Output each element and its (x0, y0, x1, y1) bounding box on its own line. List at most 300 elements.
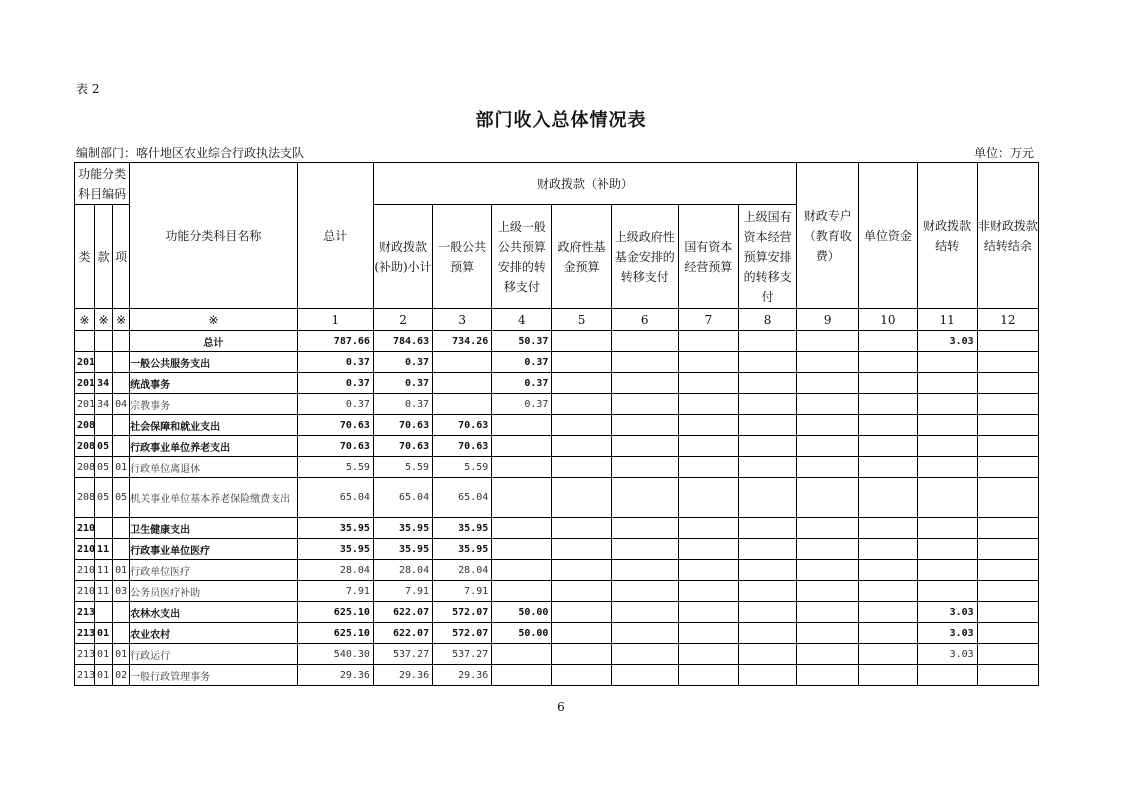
header-xiang: 项 (113, 205, 130, 309)
cell-name: 行政单位离退休 (130, 457, 298, 478)
cell-lei: 210 (75, 560, 95, 581)
cell-kuan: 05 (95, 436, 113, 457)
cell-nonfiscal-carryover (977, 415, 1038, 436)
table-row (75, 665, 1039, 686)
cell-carryover (917, 478, 977, 518)
cell-total: 625.10 (297, 623, 373, 644)
cell-fiscal-special (797, 415, 859, 436)
cell-upper-state-capital (738, 331, 796, 352)
cell-kuan: 11 (95, 581, 113, 602)
cell-fiscal-subtotal: 7.91 (373, 581, 432, 602)
cell-upper-general (492, 560, 552, 581)
table-row (75, 373, 1039, 394)
table-row (75, 518, 1039, 539)
cell-carryover (917, 539, 977, 560)
cell-nonfiscal-carryover (977, 436, 1038, 457)
cell-gov-fund (552, 518, 611, 539)
cell-unit-funds (859, 539, 917, 560)
table-row (75, 478, 1039, 518)
cell-upper-general (492, 644, 552, 665)
cell-state-capital (678, 394, 738, 415)
cell-state-capital (678, 518, 738, 539)
cell-upper-state-capital (738, 665, 796, 686)
cell-fiscal-special (797, 539, 859, 560)
header-func-code: 功能分类科目编码 (75, 163, 130, 205)
column-index-cell: 12 (977, 309, 1038, 331)
cell-gov-fund (552, 415, 611, 436)
header-fiscal-group: 财政拨款（补助） (373, 163, 796, 205)
cell-state-capital (678, 373, 738, 394)
cell-carryover (917, 581, 977, 602)
cell-fiscal-special (797, 602, 859, 623)
cell-xiang (113, 352, 130, 373)
cell-carryover (917, 518, 977, 539)
header-kuan: 款 (95, 205, 113, 309)
cell-upper-gov-fund (611, 665, 678, 686)
cell-gov-fund (552, 539, 611, 560)
cell-total: 5.59 (297, 457, 373, 478)
cell-kuan: 01 (95, 665, 113, 686)
cell-lei: 210 (75, 518, 95, 539)
header-gov-fund: 政府性基金预算 (552, 205, 611, 309)
cell-carryover: 3.03 (917, 602, 977, 623)
cell-name: 行政事业单位医疗 (130, 539, 298, 560)
cell-state-capital (678, 644, 738, 665)
column-index-cell: ※ (95, 309, 113, 331)
cell-lei: 208 (75, 436, 95, 457)
cell-kuan: 05 (95, 457, 113, 478)
cell-xiang: 01 (113, 560, 130, 581)
cell-nonfiscal-carryover (977, 665, 1038, 686)
table-row (75, 436, 1039, 457)
cell-unit-funds (859, 352, 917, 373)
cell-general-budget: 572.07 (433, 623, 492, 644)
table-row (75, 581, 1039, 602)
header-nonfiscal-carryover: 非财政拨款结转结余 (977, 163, 1038, 309)
cell-fiscal-special (797, 560, 859, 581)
cell-xiang (113, 602, 130, 623)
cell-state-capital (678, 539, 738, 560)
column-index-cell: 2 (373, 309, 432, 331)
cell-fiscal-subtotal: 70.63 (373, 436, 432, 457)
cell-carryover (917, 560, 977, 581)
cell-total: 65.04 (297, 478, 373, 518)
cell-upper-state-capital (738, 560, 796, 581)
cell-general-budget (433, 394, 492, 415)
cell-fiscal-special (797, 352, 859, 373)
cell-upper-gov-fund (611, 518, 678, 539)
cell-fiscal-subtotal: 35.95 (373, 518, 432, 539)
cell-upper-gov-fund (611, 415, 678, 436)
cell-xiang (113, 539, 130, 560)
page-title: 部门收入总体情况表 (475, 110, 647, 131)
cell-total: 28.04 (297, 560, 373, 581)
cell-upper-general: 50.00 (492, 602, 552, 623)
cell-kuan (95, 352, 113, 373)
header-lei: 类 (75, 205, 95, 309)
cell-lei: 201 (75, 352, 95, 373)
header-fiscal-special: 财政专户（教育收费） (797, 163, 859, 309)
cell-upper-gov-fund (611, 478, 678, 518)
cell-nonfiscal-carryover (977, 581, 1038, 602)
cell-general-budget: 70.63 (433, 436, 492, 457)
cell-upper-gov-fund (611, 373, 678, 394)
cell-upper-general: 50.37 (492, 331, 552, 352)
header-state-capital: 国有资本经营预算 (678, 205, 738, 309)
cell-state-capital (678, 352, 738, 373)
header-total: 总计 (297, 163, 373, 309)
cell-upper-state-capital (738, 581, 796, 602)
cell-upper-gov-fund (611, 644, 678, 665)
cell-fiscal-subtotal: 622.07 (373, 623, 432, 644)
column-index-cell: 10 (859, 309, 917, 331)
cell-xiang (113, 623, 130, 644)
cell-total: 35.95 (297, 539, 373, 560)
cell-nonfiscal-carryover (977, 644, 1038, 665)
cell-name: 一般公共服务支出 (130, 352, 298, 373)
table-row (75, 539, 1039, 560)
cell-lei: 201 (75, 394, 95, 415)
cell-xiang: 02 (113, 665, 130, 686)
cell-kuan: 01 (95, 623, 113, 644)
cell-fiscal-subtotal: 784.63 (373, 331, 432, 352)
cell-nonfiscal-carryover (977, 478, 1038, 518)
cell-xiang (113, 518, 130, 539)
cell-nonfiscal-carryover (977, 457, 1038, 478)
cell-state-capital (678, 415, 738, 436)
cell-xiang: 01 (113, 457, 130, 478)
cell-gov-fund (552, 602, 611, 623)
cell-gov-fund (552, 373, 611, 394)
cell-upper-general (492, 539, 552, 560)
column-index-cell: ※ (113, 309, 130, 331)
cell-nonfiscal-carryover (977, 394, 1038, 415)
cell-unit-funds (859, 602, 917, 623)
column-index-cell: ※ (130, 309, 298, 331)
cell-unit-funds (859, 436, 917, 457)
cell-gov-fund (552, 478, 611, 518)
table-row (75, 623, 1039, 644)
cell-name: 统战事务 (130, 373, 298, 394)
cell-nonfiscal-carryover (977, 560, 1038, 581)
cell-upper-general (492, 581, 552, 602)
cell-gov-fund (552, 457, 611, 478)
cell-lei: 210 (75, 581, 95, 602)
cell-upper-general (492, 436, 552, 457)
cell-fiscal-subtotal: 0.37 (373, 373, 432, 394)
cell-unit-funds (859, 415, 917, 436)
cell-upper-state-capital (738, 644, 796, 665)
cell-fiscal-special (797, 394, 859, 415)
cell-total: 29.36 (297, 665, 373, 686)
column-index-cell: ※ (75, 309, 95, 331)
cell-state-capital (678, 457, 738, 478)
unit-line: 单位：万元 (973, 146, 1034, 160)
cell-upper-state-capital (738, 539, 796, 560)
cell-total: 7.91 (297, 581, 373, 602)
cell-upper-general (492, 457, 552, 478)
cell-upper-state-capital (738, 436, 796, 457)
cell-unit-funds (859, 665, 917, 686)
cell-kuan: 34 (95, 394, 113, 415)
cell-unit-funds (859, 331, 917, 352)
income-summary-table (74, 162, 1039, 686)
cell-kuan (95, 518, 113, 539)
column-index-cell: 5 (552, 309, 611, 331)
cell-name: 公务员医疗补助 (130, 581, 298, 602)
cell-fiscal-special (797, 331, 859, 352)
cell-upper-general (492, 415, 552, 436)
cell-kuan (95, 602, 113, 623)
cell-general-budget: 537.27 (433, 644, 492, 665)
cell-carryover (917, 352, 977, 373)
cell-kuan: 01 (95, 644, 113, 665)
cell-fiscal-special (797, 581, 859, 602)
cell-nonfiscal-carryover (977, 623, 1038, 644)
cell-kuan (95, 331, 113, 352)
cell-lei: 208 (75, 478, 95, 518)
cell-total: 540.30 (297, 644, 373, 665)
cell-state-capital (678, 560, 738, 581)
cell-total: 70.63 (297, 415, 373, 436)
cell-fiscal-special (797, 518, 859, 539)
cell-xiang: 04 (113, 394, 130, 415)
cell-upper-general (492, 478, 552, 518)
cell-total: 0.37 (297, 394, 373, 415)
cell-total: 35.95 (297, 518, 373, 539)
cell-state-capital (678, 436, 738, 457)
cell-carryover: 3.03 (917, 331, 977, 352)
cell-name: 一般行政管理事务 (130, 665, 298, 686)
cell-name: 行政事业单位养老支出 (130, 436, 298, 457)
cell-lei: 210 (75, 539, 95, 560)
cell-state-capital (678, 331, 738, 352)
cell-upper-state-capital (738, 457, 796, 478)
cell-name: 行政运行 (130, 644, 298, 665)
cell-state-capital (678, 581, 738, 602)
cell-upper-general: 50.00 (492, 623, 552, 644)
cell-nonfiscal-carryover (977, 539, 1038, 560)
cell-fiscal-subtotal: 28.04 (373, 560, 432, 581)
cell-lei: 208 (75, 457, 95, 478)
cell-upper-gov-fund (611, 331, 678, 352)
column-index-cell: 8 (738, 309, 796, 331)
table-row (75, 644, 1039, 665)
cell-total: 0.37 (297, 373, 373, 394)
cell-upper-state-capital (738, 518, 796, 539)
cell-carryover (917, 415, 977, 436)
cell-fiscal-subtotal: 0.37 (373, 352, 432, 373)
cell-state-capital (678, 623, 738, 644)
cell-xiang (113, 436, 130, 457)
cell-gov-fund (552, 394, 611, 415)
cell-kuan (95, 415, 113, 436)
cell-upper-state-capital (738, 373, 796, 394)
cell-kuan: 11 (95, 539, 113, 560)
cell-general-budget (433, 352, 492, 373)
cell-fiscal-subtotal: 29.36 (373, 665, 432, 686)
table-row (75, 457, 1039, 478)
cell-name: 行政单位医疗 (130, 560, 298, 581)
cell-carryover (917, 373, 977, 394)
cell-gov-fund (552, 352, 611, 373)
cell-lei: 213 (75, 623, 95, 644)
cell-unit-funds (859, 644, 917, 665)
cell-lei: 208 (75, 415, 95, 436)
cell-upper-gov-fund (611, 436, 678, 457)
cell-general-budget: 35.95 (433, 539, 492, 560)
cell-carryover (917, 436, 977, 457)
cell-general-budget (433, 373, 492, 394)
cell-kuan: 05 (95, 478, 113, 518)
cell-upper-general (492, 665, 552, 686)
cell-fiscal-subtotal: 622.07 (373, 602, 432, 623)
cell-carryover: 3.03 (917, 644, 977, 665)
cell-state-capital (678, 602, 738, 623)
header-upper-general: 上级一般公共预算安排的转移支付 (492, 205, 552, 309)
header-upper-gov-fund: 上级政府性基金安排的转移支付 (611, 205, 678, 309)
column-index-cell: 11 (917, 309, 977, 331)
cell-name: 卫生健康支出 (130, 518, 298, 539)
cell-general-budget: 29.36 (433, 665, 492, 686)
cell-gov-fund (552, 665, 611, 686)
cell-unit-funds (859, 394, 917, 415)
cell-total: 625.10 (297, 602, 373, 623)
cell-upper-state-capital (738, 352, 796, 373)
cell-fiscal-special (797, 457, 859, 478)
cell-name: 农业农村 (130, 623, 298, 644)
table-row (75, 602, 1039, 623)
cell-unit-funds (859, 623, 917, 644)
cell-general-budget: 572.07 (433, 602, 492, 623)
header-unit-funds: 单位资金 (859, 163, 917, 309)
cell-general-budget: 35.95 (433, 518, 492, 539)
cell-general-budget: 65.04 (433, 478, 492, 518)
cell-upper-general: 0.37 (492, 394, 552, 415)
cell-upper-state-capital (738, 602, 796, 623)
page-number: 6 (557, 700, 565, 714)
table-row (75, 352, 1039, 373)
cell-fiscal-special (797, 436, 859, 457)
cell-fiscal-subtotal: 70.63 (373, 415, 432, 436)
table-label: 表 2 (76, 82, 100, 96)
cell-nonfiscal-carryover (977, 518, 1038, 539)
cell-nonfiscal-carryover (977, 331, 1038, 352)
header-carryover: 财政拨款结转 (917, 163, 977, 309)
cell-upper-gov-fund (611, 623, 678, 644)
cell-kuan: 11 (95, 560, 113, 581)
cell-nonfiscal-carryover (977, 373, 1038, 394)
cell-gov-fund (552, 560, 611, 581)
header-upper-state-capital: 上级国有资本经营预算安排的转移支付 (738, 205, 796, 309)
cell-upper-gov-fund (611, 602, 678, 623)
column-index-cell: 7 (678, 309, 738, 331)
cell-carryover: 3.03 (917, 623, 977, 644)
cell-upper-state-capital (738, 478, 796, 518)
cell-upper-gov-fund (611, 581, 678, 602)
cell-xiang (113, 331, 130, 352)
cell-unit-funds (859, 560, 917, 581)
cell-carryover (917, 665, 977, 686)
cell-general-budget: 7.91 (433, 581, 492, 602)
cell-unit-funds (859, 518, 917, 539)
cell-name: 宗教事务 (130, 394, 298, 415)
cell-upper-gov-fund (611, 539, 678, 560)
cell-unit-funds (859, 457, 917, 478)
cell-name: 总计 (130, 331, 298, 352)
cell-total: 787.66 (297, 331, 373, 352)
cell-xiang: 05 (113, 478, 130, 518)
cell-fiscal-special (797, 623, 859, 644)
cell-gov-fund (552, 436, 611, 457)
cell-xiang (113, 415, 130, 436)
cell-gov-fund (552, 581, 611, 602)
cell-name: 机关事业单位基本养老保险缴费支出 (130, 478, 298, 518)
cell-lei: 213 (75, 665, 95, 686)
cell-fiscal-subtotal: 35.95 (373, 539, 432, 560)
cell-unit-funds (859, 478, 917, 518)
cell-fiscal-subtotal: 5.59 (373, 457, 432, 478)
table-row (75, 415, 1039, 436)
header-fiscal-subtotal: 财政拨款(补助)小计 (373, 205, 432, 309)
cell-fiscal-subtotal: 65.04 (373, 478, 432, 518)
column-index-cell: 6 (611, 309, 678, 331)
cell-upper-gov-fund (611, 457, 678, 478)
cell-gov-fund (552, 644, 611, 665)
cell-kuan: 34 (95, 373, 113, 394)
cell-xiang: 01 (113, 644, 130, 665)
cell-general-budget: 70.63 (433, 415, 492, 436)
cell-total: 70.63 (297, 436, 373, 457)
column-index-cell: 3 (433, 309, 492, 331)
header-general-budget: 一般公共预算 (433, 205, 492, 309)
cell-fiscal-special (797, 373, 859, 394)
cell-xiang (113, 373, 130, 394)
cell-total: 0.37 (297, 352, 373, 373)
cell-fiscal-special (797, 478, 859, 518)
cell-upper-gov-fund (611, 394, 678, 415)
cell-general-budget: 5.59 (433, 457, 492, 478)
cell-general-budget: 28.04 (433, 560, 492, 581)
department-line: 编制部门：喀什地区农业综合行政执法支队 (76, 146, 305, 160)
header-func-name: 功能分类科目名称 (130, 163, 298, 309)
cell-upper-gov-fund (611, 352, 678, 373)
column-index-cell: 1 (297, 309, 373, 331)
cell-state-capital (678, 665, 738, 686)
cell-xiang: 03 (113, 581, 130, 602)
cell-lei: 213 (75, 602, 95, 623)
cell-upper-state-capital (738, 394, 796, 415)
cell-carryover (917, 457, 977, 478)
cell-upper-general: 0.37 (492, 373, 552, 394)
cell-fiscal-special (797, 644, 859, 665)
cell-gov-fund (552, 623, 611, 644)
cell-state-capital (678, 478, 738, 518)
cell-upper-state-capital (738, 623, 796, 644)
table-row (75, 394, 1039, 415)
cell-upper-state-capital (738, 415, 796, 436)
cell-lei: 201 (75, 373, 95, 394)
cell-general-budget: 734.26 (433, 331, 492, 352)
cell-lei: 213 (75, 644, 95, 665)
cell-name: 农林水支出 (130, 602, 298, 623)
cell-nonfiscal-carryover (977, 602, 1038, 623)
cell-gov-fund (552, 331, 611, 352)
cell-unit-funds (859, 373, 917, 394)
cell-fiscal-subtotal: 537.27 (373, 644, 432, 665)
column-index-cell: 9 (797, 309, 859, 331)
cell-nonfiscal-carryover (977, 352, 1038, 373)
